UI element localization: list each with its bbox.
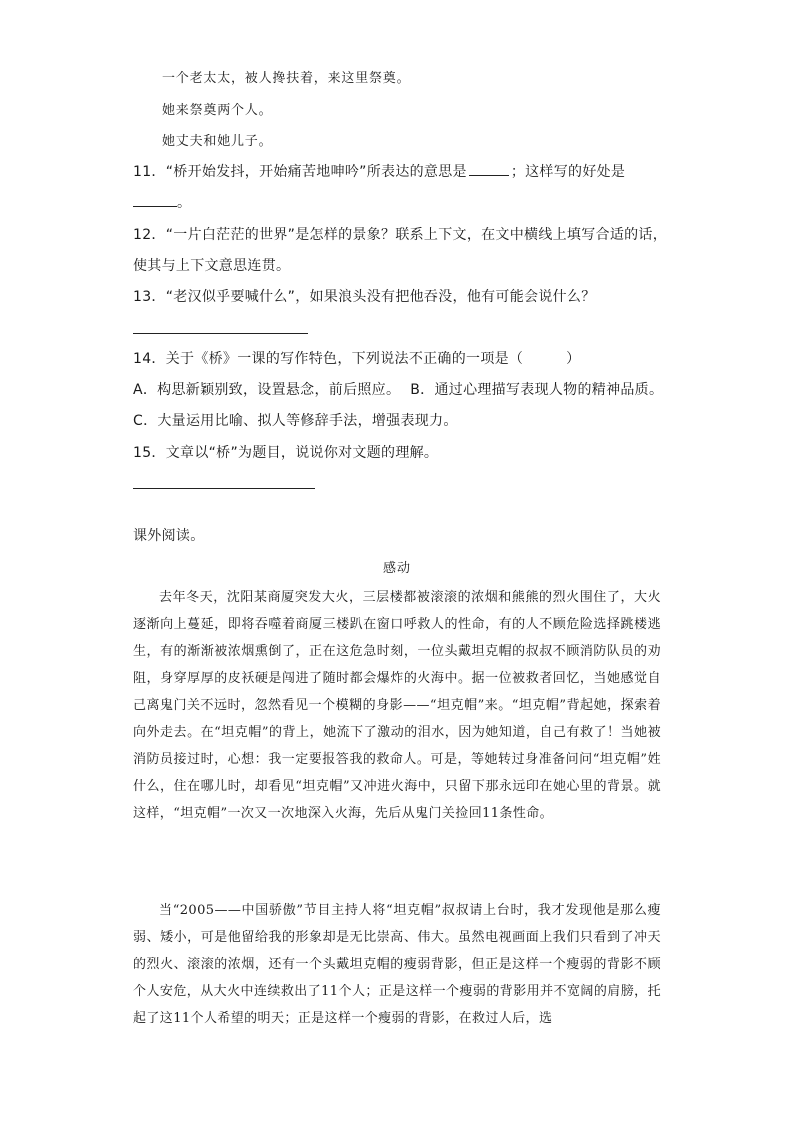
section-heading: 课外阅读。 — [133, 528, 205, 544]
q11-answer-blank-1[interactable] — [469, 161, 509, 176]
question-11 — [133, 161, 625, 181]
question-14-options-ab — [133, 379, 663, 399]
article-paragraph-1: 去年冬天，沈阳某商厦突发大火，三层楼都被滚滚的浓烟和熊熊的烈火围住了，大火逐渐向上蔓延，即将吞噬着商厦三楼趴在窗口呼救人的性命，有的人不顾危险选择跳楼逃生，有的渐渐被浓烟熏倒了，正在这危急时刻，一位头戴坦克帽的叔叔不顾消防队员的劝阻，身穿厚厚的皮袄硬是闯进了随时都会爆炸的火海中。据一位被救者回忆，当她感觉自己离鬼门关不远时，忽然看见一个模糊的身影——“坦克帽”来。“坦克帽”背起她，探索着向外走去。在“坦克帽”的背上，她流下了激动的泪水，因为她知道，自己有救了！当她被消防员接过时，心想：我一定要报答我的救命人。可是，等她转过身准备问问“坦克帽”姓什么，住在哪儿时，却看见“坦克帽”又冲进火海中，只留下那永远印在她心里的背景。就这样，“坦克帽”一次又一次地深入火海，先后从鬼门关捡回11条性命。 — [133, 590, 661, 821]
story-line-3: 她丈夫和她儿子。 — [162, 134, 273, 149]
question-14-stem: 14．关于《桥》一课的写作特色，下列说法不正确的一项是（ ） — [133, 351, 581, 367]
question-11-continued — [133, 192, 191, 212]
q13-answer-line[interactable] — [133, 333, 308, 334]
q11-suffix: 。 — [177, 195, 192, 211]
question-12-line-2: 使其与上下文意思连贯。 — [133, 258, 291, 274]
story-line-2: 她来祭奠两个人。 — [162, 103, 273, 118]
question-13: 13．“老汉似乎要喊什么”，如果浪头没有把他吞没，他有可能会说什么？ — [133, 289, 596, 305]
question-12-line-1: 12．“一片白茫茫的世界”是怎样的景象？联系上下文，在文中横线上填写合适的话， — [133, 227, 668, 243]
article-title: 感动 — [382, 561, 411, 576]
q11-middle: ；这样写的好处是 — [510, 164, 626, 180]
q14-option-a[interactable]: A．构思新颖别致，设置悬念，前后照应。 — [133, 382, 401, 398]
q11-prefix: 11．“桥开始发抖，开始痛苦地呻吟”所表达的意思是 — [133, 164, 467, 180]
question-15: 15．文章以“桥”为题目，说说你对文题的理解。 — [133, 445, 439, 461]
q11-answer-blank-2[interactable] — [133, 194, 177, 207]
q14-option-c[interactable]: C．大量运用比喻、拟人等修辞手法，增强表现力。 — [133, 413, 458, 429]
q15-answer-line[interactable] — [133, 488, 315, 489]
q14-option-b[interactable]: B．通过心理描写表现人物的精神品质。 — [410, 382, 664, 398]
article-paragraph-2: 当“2005——中国骄傲”节目主持人将“坦克帽”叔叔请上台时，我才发现他是那么瘦弱、矮小，可是他留给我的形象却是无比崇高、伟大。虽然电视画面上我们只看到了冲天的烈火、滚滚的浓烟，还有一个头戴坦克帽的瘦弱背影，但正是这样一个瘦弱的背影不顾个人安危，从大火中连续救出了11个人；正是这样一个瘦弱的背影用并不宽阔的肩膀，托起了这11个人希望的明天；正是这样一个瘦弱的背影，在救过人后，选 — [133, 903, 661, 1026]
story-line-1: 一个老太太，被人搀扶着，来这里祭奠。 — [162, 71, 411, 86]
